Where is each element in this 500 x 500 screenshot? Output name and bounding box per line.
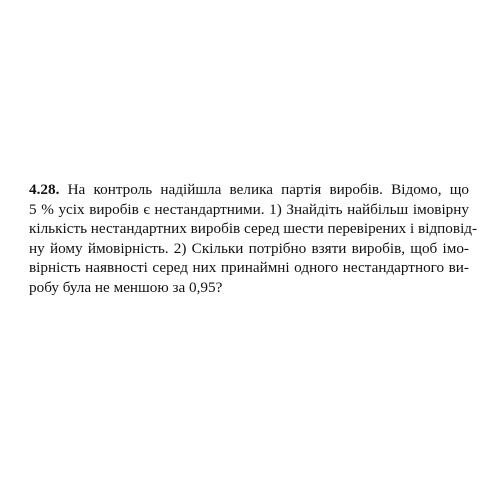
- problem-line-1-text: На контроль надійшла велика партія виробів. Відомо, що: [67, 181, 470, 198]
- problem-line-4: ну йому ймовірність. 2) Скільки потрібно взяти виробів, щоб імо-: [29, 239, 469, 257]
- problem-text-block: [29, 180, 478, 297]
- problem-line-1: [29, 180, 469, 200]
- problem-line-2: 5 % усіх виробів є нестандартними. 1) Знайдіть найбільш імовірну: [29, 200, 469, 218]
- problem-line-6: робу була не меншою за 0,95?: [29, 278, 223, 296]
- problem-line-5: вірність наявності серед них принаймні одного нестандартного ви-: [29, 259, 469, 276]
- problem-line-3: кількість нестандартних виробів серед шести перевірених і відповід-: [29, 220, 478, 237]
- problem-number: 4.28.: [29, 181, 60, 198]
